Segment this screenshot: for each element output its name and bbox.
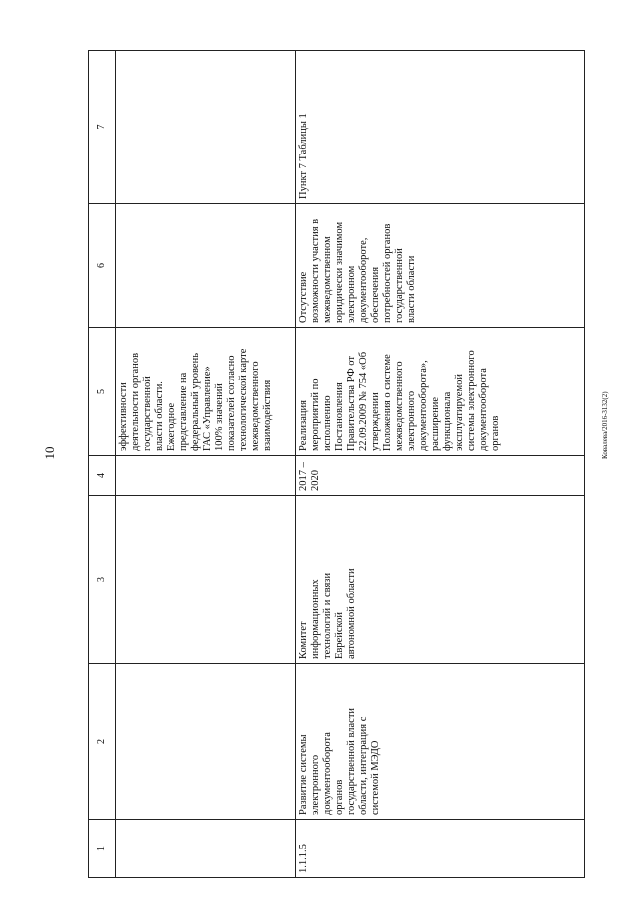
- table-cell: [116, 51, 296, 204]
- table-row: [296, 51, 585, 878]
- table-cell: 1.1.1.5: [296, 820, 585, 878]
- table-cell: [116, 820, 296, 878]
- column-header: 1: [89, 820, 116, 878]
- table-header-row: [89, 51, 116, 878]
- program-activities-table: [88, 50, 585, 878]
- table-cell: Пункт 7 Таблицы 1: [296, 51, 585, 204]
- table-cell: Отсутствие возможности участия в межведомственном юридически значимом электронном документообороте, обеспечения потребностей органов государственной власти области: [296, 204, 585, 328]
- table-cell: эффективности деятельности органов государственной власти области. Ежегодное представление на федеральный уровень ГАС «Управление» 100% значений показателей согласно технологической карте межведомственного взаимодействия: [116, 328, 296, 456]
- table-cell: [116, 496, 296, 664]
- table-cell: [116, 204, 296, 328]
- table-cell: 2017 – 2020: [296, 456, 585, 496]
- table-cell: [116, 664, 296, 820]
- column-header: 6: [89, 204, 116, 328]
- footer-code: Ковалева/2016-3132(2): [601, 391, 609, 459]
- table-cell: Комитет информационных технологий и связи Еврейской автономной области: [296, 496, 585, 664]
- column-header: 4: [89, 456, 116, 496]
- column-header: 7: [89, 51, 116, 204]
- rotated-table-container: [88, 51, 585, 878]
- column-header: 5: [89, 328, 116, 456]
- column-header: 3: [89, 496, 116, 664]
- table-row: [116, 51, 296, 878]
- column-header: 2: [89, 664, 116, 820]
- table-cell: Реализация мероприятий по исполнению Постановления Правительства РФ от 22.09.2009 № 754 «Об утверждении Положения о системе межведомственного электронного документооборота», расширение функционала эксплуатируемой системы электронного документооборота органов: [296, 328, 585, 456]
- table-cell: Развитие системы электронного документооборота органов государственной власти области, интеграция с системой МЭДО: [296, 664, 585, 820]
- table-cell: [116, 456, 296, 496]
- page-number: 10: [42, 446, 57, 460]
